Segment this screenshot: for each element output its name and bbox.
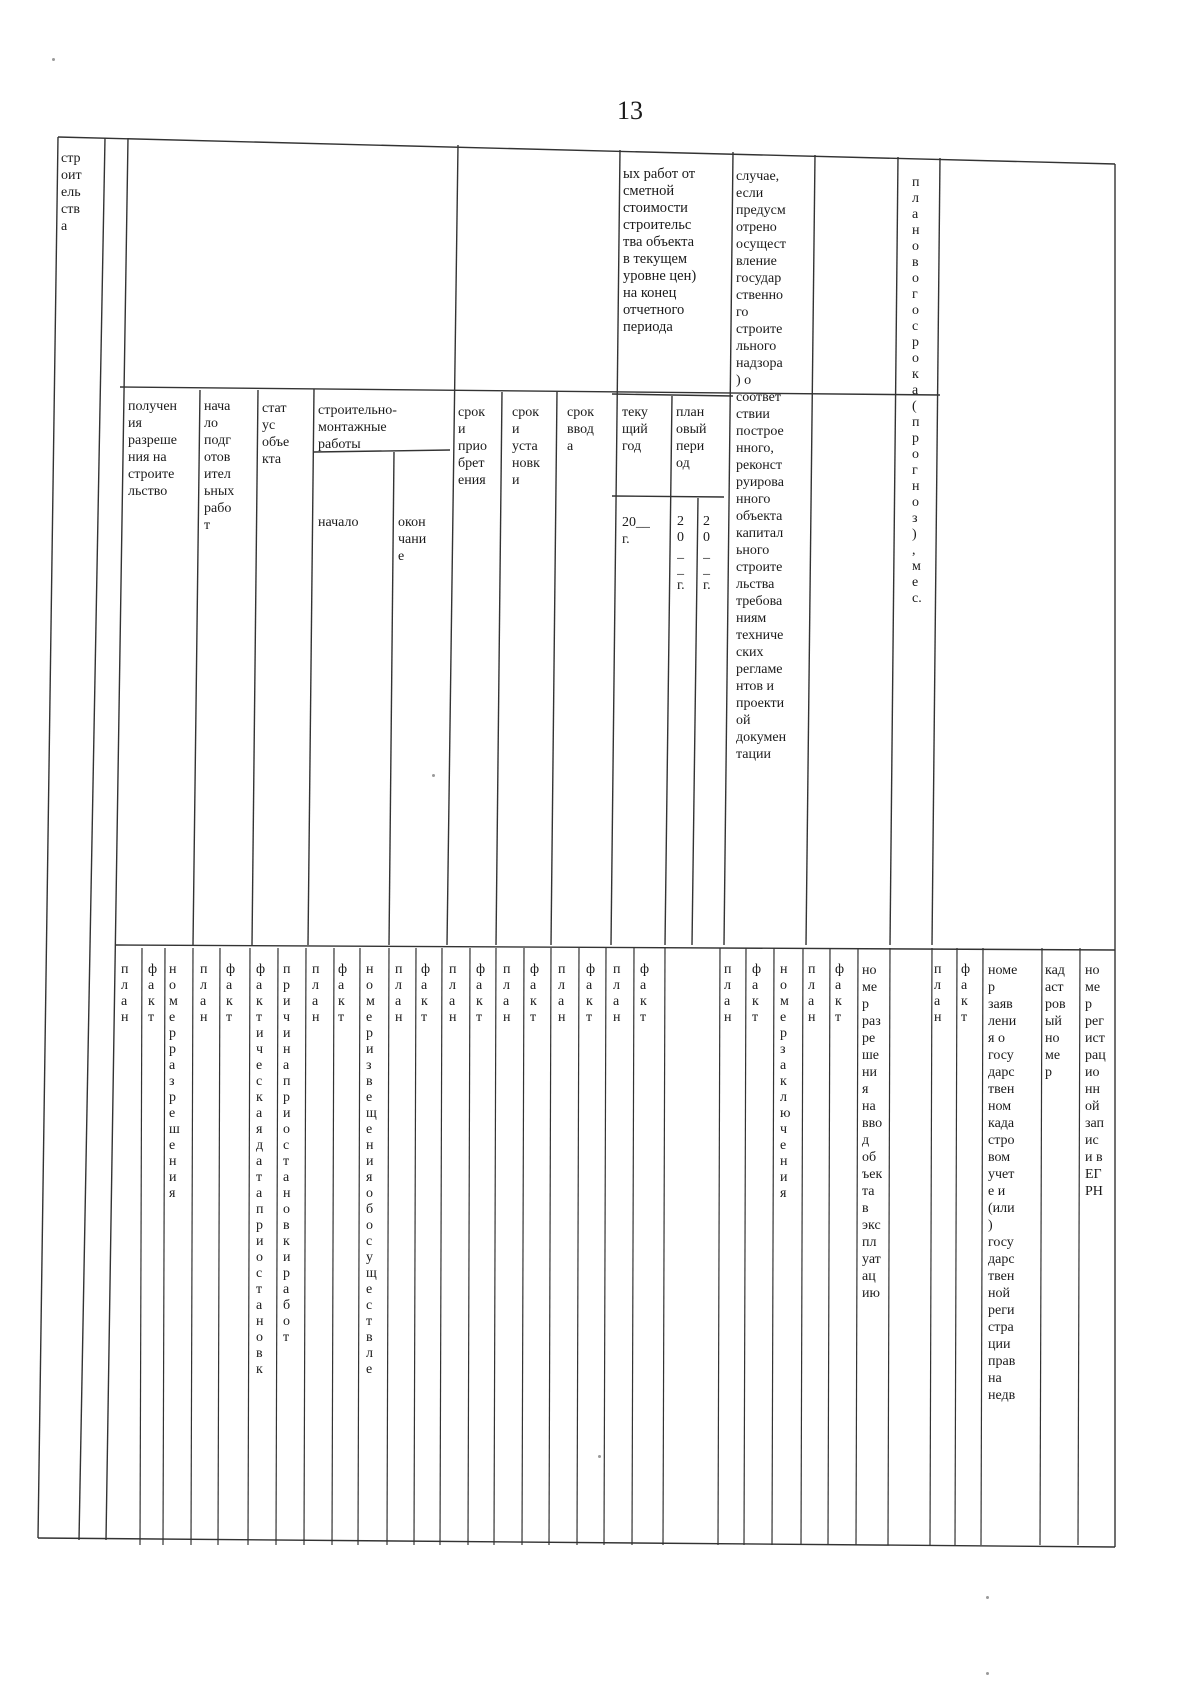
plan-label: п л а н [808, 962, 816, 1025]
notice-number-label: н о м е р и з в е щ е н и я о б о с у щ е с т в л е [366, 962, 377, 1377]
cmr-start-header: начало [318, 515, 359, 530]
permit-number-label: н о м е р р а з р е ш е н и я [169, 962, 180, 1201]
plan-label: п л а н [934, 962, 942, 1025]
conclusion-number-label: н о м е р з а к л ю ч е н и я [780, 962, 791, 1201]
cadastral-number-label: кад аст ров ый но ме р [1045, 963, 1066, 1080]
plan-label: п л а н [613, 962, 621, 1025]
fact-label: ф а к т [961, 962, 971, 1025]
fact-label: ф а к т [148, 962, 158, 1025]
scan-speck [986, 1596, 989, 1599]
plan-label: п л а н [503, 962, 511, 1025]
plan-label: п л а н [724, 962, 732, 1025]
scan-speck [986, 1672, 989, 1675]
cost-header: ых работ от сметной стоимости строительс тва объекта в текущем уровне цен) на конец отчетного периода [623, 166, 697, 335]
scan-speck [598, 1455, 601, 1458]
plan-period-header: план овый пери од [676, 405, 707, 471]
current-year-header: теку щий год [622, 405, 648, 454]
fact-label: ф а к т [421, 962, 431, 1025]
construction-header: стр оит ель ств а [61, 151, 82, 234]
stop-reason-label: п р и ч и н а п р и о с т а н о в к и р а б о т [283, 962, 291, 1345]
commission-permit-number-label: но ме р раз ре ше ни я на вво д об ъек та в экс пл уат ац ию [862, 963, 883, 1301]
plan-label: п л а н [558, 962, 566, 1025]
fact-label: ф а к т [752, 962, 762, 1025]
plan-label: п л а н [121, 962, 129, 1025]
acquire-header: срок и прио брет ения [458, 405, 487, 488]
scan-speck [432, 774, 435, 777]
fact-label: ф а к т [640, 962, 650, 1025]
fact-label: ф а к т [530, 962, 540, 1025]
plan-label: п л а н [200, 962, 208, 1025]
year-a-header: 2 0 _ _ г. [677, 514, 685, 593]
cadastral-application-label: номе р заяв лени я о госу дарс твен ном када стро вом учет е и (или ) госу дарс твен ной реги стра ции прав на недв [988, 963, 1018, 1403]
fact-label: ф а к т [338, 962, 348, 1025]
cmr-header: строительно- монтажные работы [318, 403, 397, 452]
plan-label: п л а н [312, 962, 320, 1025]
permit-header: получен ия разреше ния на строите льство [128, 399, 178, 499]
fact-label: ф а к т [586, 962, 596, 1025]
year-20-header: 20__ г. [622, 515, 650, 547]
fact-label: ф а к т [476, 962, 486, 1025]
actual-stop-date-label: ф а к т и ч е с к а я д а т а п р и о с т а н о в к [256, 962, 266, 1377]
install-header: срок и уста новк и [512, 405, 540, 488]
year-b-header: 2 0 _ _ г. [703, 514, 711, 593]
cmr-end-header: окон чани е [398, 515, 427, 564]
supervision-header: случае, если предусм отрено осущест вление государ ственно го строите льного надзора ) о соответ ствии построе нного, реконст руирова нного объекта капитал ьного строите льства требова ниям техниче ских регламе нтов и проекти ой докумен тации [736, 169, 787, 762]
fact-label: ф а к т [835, 962, 845, 1025]
fact-label: ф а к т [226, 962, 236, 1025]
page-number: 13 [617, 96, 643, 125]
commission-header: срок ввод а [567, 405, 595, 454]
egrn-number-label: но ме р рег ист рац ио нн ой зап ис и в ЕГ РН [1085, 963, 1106, 1199]
plan-label: п л а н [449, 962, 457, 1025]
status-header: стат ус объе кта [262, 401, 290, 467]
prognosis-header: п л а н о в о г о с р о к а ( п р о г н о з ) , м е с. [912, 175, 922, 606]
scan-speck [52, 58, 55, 61]
prep-header: нача ло подг отов ител ьных рабо т [204, 399, 235, 533]
plan-label: п л а н [395, 962, 403, 1025]
